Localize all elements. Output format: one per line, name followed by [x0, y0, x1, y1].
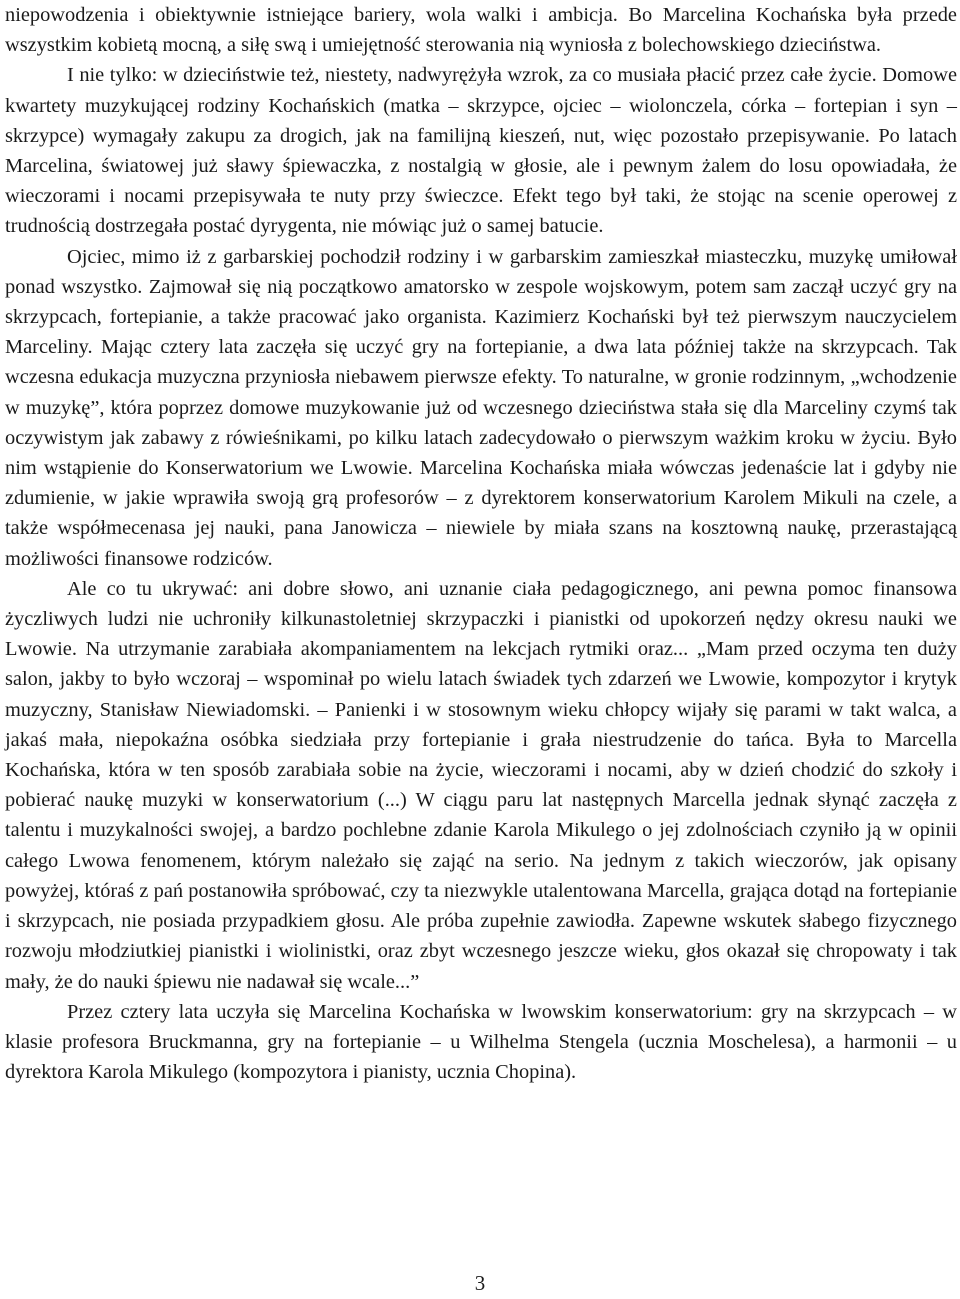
document-page — [5, 0, 957, 1087]
paragraph-lwow-years: Ale co tu ukrywać: ani dobre słowo, ani uznanie ciała pedagogicznego, ani pewna pomoc finansowa życzliwych ludzi nie uchroniły kilkunastoletniej skrzypaczki i pianistki od upokorzeń nędzy okresu nauki we Lwowie. Na utrzymanie zarabiała akompaniamentem na lekcjach rytmiki oraz... „Mam przed oczyma ten duży salon, jakby to było wczoraj – wspominał po wielu latach świadek tych zdarzeń we Lwowie, kompozytor i krytyk muzyczny, Stanisław Niewiadomski. – Panienki i w stosownym wieku chłopcy wijały się parami w takt walca, a jakaś mała, niepokaźna osóbka siedziała przy fortepianie i grała niestrudzenie do tańca. Była to Marcella Kochańska, która w ten sposób zarabiała sobie na życie, wieczorami i nocami, aby w dzień chodzić do szkoły i pobierać naukę muzyki w konserwatorium (...) W ciągu paru lat następnych Marcella jednak słynąć zaczęła z talentu i muzykalności swojej, a bardzo pochlebne zdanie Karola Mikulego o jej zdolnościach czyniło ją w opinii całego Lwowa fenomenem, którym należało się zająć na serio. Na jednym z takich wieczorów, jak opisany powyżej, któraś z pań postanowiła spróbować, czy ta niezwykle utalentowana Marcella, grająca dotąd na fortepianie i skrzypcach, nie posiada przypadkiem głosu. Ale próba zupełnie zawiodła. Zapewne wskutek słabego fizycznego rozwoju młodziutkiej pianistki i wiolinistki, oraz zbyt wczesnego jeszcze wieku, głos okazał się chropowaty i tak mały, że do nauki śpiewu nie nadawał się wcale...” — [5, 577, 957, 993]
paragraph-eyesight: I nie tylko: w dzieciństwie też, niestety, nadwyrężyła wzrok, za co musiała płacić przez całe życie. Domowe kwartety muzykującej rodziny Kochańskich (matka – skrzypce, ojciec – wiolonczela, córka – fortepian i syn – skrzypce) wymagały zakupu za drogich, jak na familijną kieszeń, nut, więc pozostało przepisywanie. Po latach Marcelina, światowej już sławy śpiewaczka, z nostalgią w głosie, ale i pewnym żalem do losu opowiadała, że wieczorami i nocami przepisywała te nuty przy świeczce. Efekt tego był taki, że stojąc na scenie operowej z trudnością dostrzegała postać dyrygenta, nie mówiąc już o samej batucie. — [5, 64, 957, 238]
page-number: 3 — [474, 1271, 486, 1295]
paragraph-continuation: niepowodzenia i obiektywnie istniejące bariery, wola walki i ambicja. Bo Marcelina Kochańska była przede wszystkim kobietą mocną, a siłę swą i umiejętność sterowania nią wyniosła z bolechowskiego dzieciństwa. — [5, 4, 957, 57]
paragraph-conservatory: Przez cztery lata uczyła się Marcelina Kochańska w lwowskim konserwatorium: gry na skrzypcach – w klasie profesora Bruckmanna, gry na fortepianie – u Wilhelma Stengela (ucznia Moschelesa), a harmonii – u dyrektora Karola Mikulego (kompozytora i pianisty, ucznia Chopina). — [5, 1000, 957, 1084]
paragraph-father: Ojciec, mimo iż z garbarskiej pochodził rodziny i w garbarskim zamieszkał miasteczku, muzykę umiłował ponad wszystko. Zajmował się nią początkowo amatorsko w zespole wojskowym, potem sam zaczął uczyć gry na skrzypcach, fortepianie, a także pracować jako organista. Kazimierz Kochański był też pierwszym nauczycielem Marceliny. Mając cztery lata zaczęła się uczyć gry na fortepianie, a dwa lata później także na skrzypcach. Tak wczesna edukacja muzyczna przyniosła niebawem pierwsze efekty. To naturalne, w gronie rodzinnym, „wchodzenie w muzykę”, która poprzez domowe muzykowanie już od wczesnego dzieciństwa stała się dla Marceliny czymś tak oczywistym jak zabawy z rówieśnikami, po kilku latach zadecydowało o pierwszym ważkim kroku w życiu. Było nim wstąpienie do Konserwatorium we Lwowie. Marcelina Kochańska miała wówczas jedenaście lat i gdyby nie zdumienie, w jakie wprawiła swoją grą profesorów – z dyrektorem konserwatorium Karolem Mikuli na czele, a także współmecenasa jej nauki, pana Janowicza – niewiele by miała szans na kosztowną naukę, przerastającą możliwości finansowe rodziców. — [5, 245, 957, 570]
